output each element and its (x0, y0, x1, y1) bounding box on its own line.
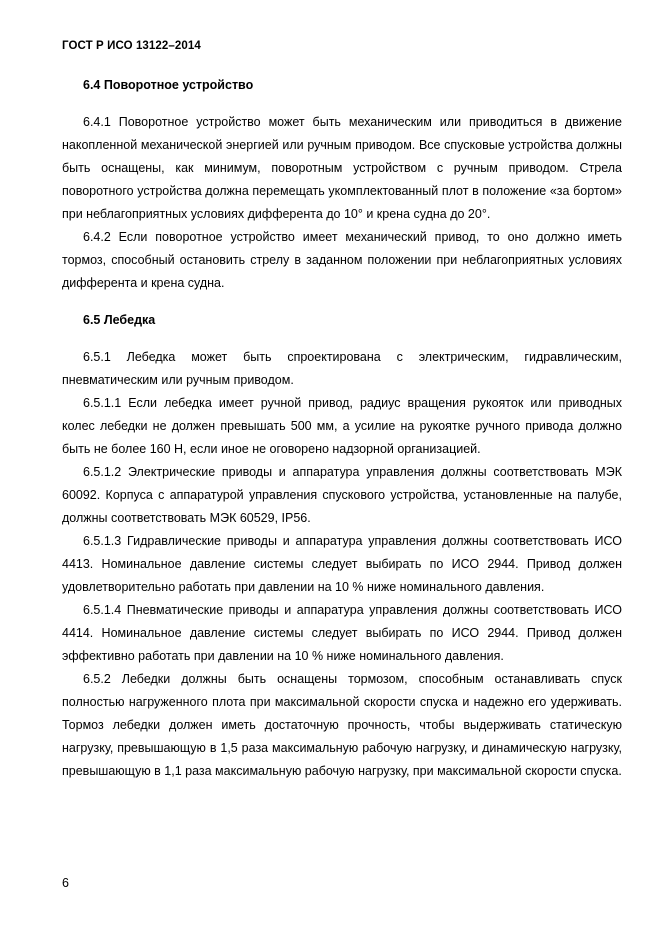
paragraph-6-5-1-1: 6.5.1.1 Если лебедка имеет ручной привод, радиус вращения рукояток или приводных колес лебедки не должен превышать 500 мм, а усилие на рукоятке ручного привода должно быть не более 160 Н, если иное не оговорено надзорной организацией. (62, 396, 622, 456)
paragraph-6-4-1: 6.4.1 Поворотное устройство может быть механическим или приводиться в движение накопленной механической энергией или ручным приводом. Все спусковые устройства должны быть оснащены, как минимум, поворотным устройством с ручным приводом. Стрела поворотного устройства должна перемещать укомплектованный плот в положение «за бортом» при неблагоприятных условиях дифферента до 10° и крена судна до 20°. (62, 115, 622, 221)
section-heading-6-5: 6.5 Лебедка (83, 313, 156, 327)
paragraph-6-5-1-2: 6.5.1.2 Электрические приводы и аппаратура управления должны соответствовать МЭК 60092. Корпуса с аппаратурой управления спускового устройства, установленные на палубе, должны соответствовать МЭК 60529, IP56. (62, 465, 622, 525)
paragraph-6-5-2: 6.5.2 Лебедки должны быть оснащены тормозом, способным останавливать спуск полностью нагруженного плота при максимальной скорости спуска и надежно его удерживать. Тормоз лебедки должен иметь достаточную прочность, чтобы выдерживать статическую нагрузку, превышающую в 1,5 раза максимальную рабочую нагрузку, и динамическую нагрузку, превышающую в 1,1 раза максимальную рабочую нагрузку, при максимальной скорости спуска. (62, 672, 622, 778)
page-number: 6 (62, 876, 69, 890)
paragraph-6-5-1-3: 6.5.1.3 Гидравлические приводы и аппаратура управления должны соответствовать ИСО 4413. Номинальное давление системы следует выбирать по ИСО 2944. Привод должен удовлетворительно работать при давлении на 10 % ниже номинального давления. (62, 534, 622, 594)
paragraph-6-5-1: 6.5.1 Лебедка может быть спроектирована с электрическим, гидравлическим, пневматическим или ручным приводом. (62, 350, 622, 387)
paragraph-6-5-1-4: 6.5.1.4 Пневматические приводы и аппаратура управления должны соответствовать ИСО 4414. Номинальное давление системы следует выбирать по ИСО 2944. Привод должен эффективно работать при давлении на 10 % ниже номинального давления. (62, 603, 622, 663)
paragraph-6-4-2: 6.4.2 Если поворотное устройство имеет механический привод, то оно должно иметь тормоз, способный остановить стрелу в заданном положении при неблагоприятных условиях дифферента и крена судна. (62, 230, 622, 290)
document-body (62, 76, 622, 783)
section-heading-6-4: 6.4 Поворотное устройство (83, 78, 254, 92)
standard-header: ГОСТ Р ИСО 13122–2014 (62, 40, 201, 52)
